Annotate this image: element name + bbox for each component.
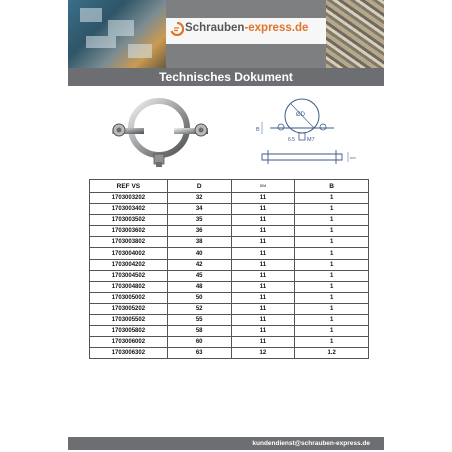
- technical-drawing: [254, 94, 360, 170]
- table-row: [90, 248, 369, 259]
- document-title: Technisches Dokument: [68, 68, 384, 86]
- b-cell: 1: [295, 237, 369, 248]
- b-cell: 1: [295, 215, 369, 226]
- dim-label: 6.5: [288, 137, 295, 143]
- dim-cell: 11: [231, 315, 295, 326]
- d-cell: 40: [167, 248, 231, 259]
- dim-cell: 11: [231, 215, 295, 226]
- table-row: [90, 215, 369, 226]
- b-cell: 1: [295, 259, 369, 270]
- diameter-label: ØD: [296, 112, 305, 118]
- dim-cell: 11: [231, 281, 295, 292]
- d-cell: 63: [167, 348, 231, 359]
- ref-cell: 1703006302: [90, 348, 168, 359]
- footer-email: kundendienst@schrauben-express.de: [252, 440, 370, 447]
- table-row: [90, 292, 369, 303]
- b-cell: 1: [295, 226, 369, 237]
- logo-text: [185, 22, 308, 34]
- table-row: [90, 193, 369, 204]
- dim-cell: 11: [231, 337, 295, 348]
- d-cell: 52: [167, 303, 231, 314]
- d-cell: 45: [167, 270, 231, 281]
- d-cell: 38: [167, 237, 231, 248]
- logo-icon: [170, 22, 184, 36]
- b-cell: 1: [295, 326, 369, 337]
- b-cell: 1: [295, 337, 369, 348]
- header-d: D: [167, 180, 231, 193]
- b-cell: 1.2: [295, 348, 369, 359]
- footer-bar: [68, 437, 384, 450]
- b-cell: 1: [295, 193, 369, 204]
- table-row: [90, 226, 369, 237]
- logo-main: Schrauben: [185, 22, 245, 34]
- table-header-row: [90, 180, 369, 193]
- dim-cell: 11: [231, 204, 295, 215]
- b-cell: 1: [295, 292, 369, 303]
- dim-cell: 11: [231, 326, 295, 337]
- header-banner: [68, 0, 384, 68]
- ref-cell: 1703003202: [90, 193, 168, 204]
- logo-suffix: -express.de: [244, 22, 309, 34]
- b-cell: 1: [295, 204, 369, 215]
- table-row: [90, 270, 369, 281]
- pipe-clamp-image: [104, 98, 216, 168]
- table-row: [90, 259, 369, 270]
- d-cell: 55: [167, 315, 231, 326]
- d-cell: 48: [167, 281, 231, 292]
- ref-cell: 1703004002: [90, 248, 168, 259]
- ref-cell: 1703005502: [90, 315, 168, 326]
- ref-cell: 1703003802: [90, 237, 168, 248]
- thread-label: M7: [307, 137, 315, 143]
- b-cell: 1: [295, 281, 369, 292]
- table-row: [90, 303, 369, 314]
- b-label: B: [256, 127, 260, 133]
- ref-cell: 1703004202: [90, 259, 168, 270]
- ref-cell: 1703005202: [90, 303, 168, 314]
- dim-cell: 11: [231, 270, 295, 281]
- table-row: [90, 204, 369, 215]
- ref-cell: 1703003502: [90, 215, 168, 226]
- b-cell: 1: [295, 270, 369, 281]
- dim-cell: 11: [231, 226, 295, 237]
- b-cell: 1: [295, 315, 369, 326]
- screws-photo: [326, 0, 384, 68]
- b-cell: 1: [295, 303, 369, 314]
- header-b: B: [295, 180, 369, 193]
- ref-cell: 1703005802: [90, 326, 168, 337]
- table-row: [90, 237, 369, 248]
- dim-cell: 11: [231, 237, 295, 248]
- ref-cell: 1703005002: [90, 292, 168, 303]
- dim-cell: 11: [231, 292, 295, 303]
- specification-table: [89, 179, 369, 359]
- d-cell: 35: [167, 215, 231, 226]
- ref-cell: 1703003602: [90, 226, 168, 237]
- ref-label: DIM: [350, 156, 356, 160]
- dim-cell: 12: [231, 348, 295, 359]
- table-row: [90, 348, 369, 359]
- tools-photo: [68, 0, 166, 68]
- table-row: [90, 281, 369, 292]
- table-row: [90, 326, 369, 337]
- ref-cell: 1703004502: [90, 270, 168, 281]
- dim-cell: 11: [231, 193, 295, 204]
- d-cell: 42: [167, 259, 231, 270]
- header-dim: DIM: [231, 180, 295, 193]
- d-cell: 58: [167, 326, 231, 337]
- d-cell: 50: [167, 292, 231, 303]
- dim-cell: 11: [231, 259, 295, 270]
- table-body: [90, 193, 369, 359]
- dim-cell: 11: [231, 303, 295, 314]
- d-cell: 32: [167, 193, 231, 204]
- ref-cell: 1703004802: [90, 281, 168, 292]
- ref-cell: 1703006002: [90, 337, 168, 348]
- dim-cell: 11: [231, 248, 295, 259]
- ref-cell: 1703003402: [90, 204, 168, 215]
- d-cell: 60: [167, 337, 231, 348]
- d-cell: 36: [167, 226, 231, 237]
- d-cell: 34: [167, 204, 231, 215]
- table-row: [90, 315, 369, 326]
- table-row: [90, 337, 369, 348]
- document-page: [68, 0, 384, 452]
- b-cell: 1: [295, 248, 369, 259]
- header-ref: REF VS: [90, 180, 168, 193]
